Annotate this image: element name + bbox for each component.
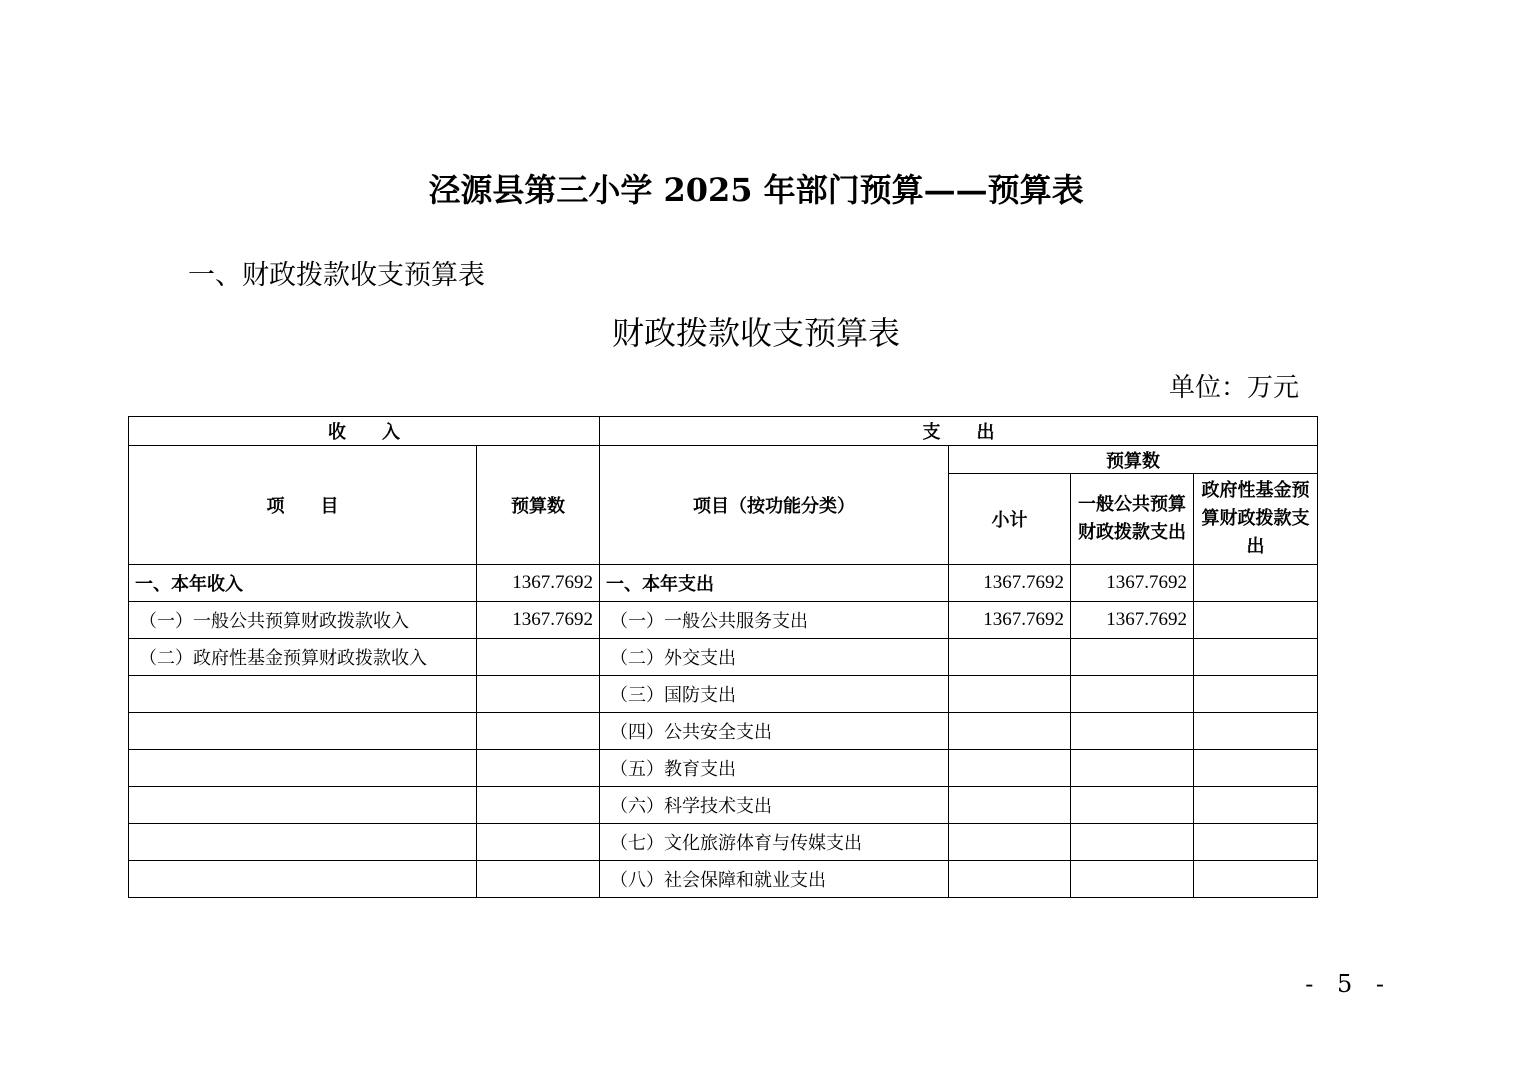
income-amount-cell: [477, 750, 600, 787]
table-row: [129, 787, 1318, 824]
general-public-cell: [1071, 713, 1194, 750]
income-item-cell: [129, 787, 477, 824]
income-item-cell: 一、本年收入: [129, 565, 477, 602]
subtotal-cell: [949, 639, 1071, 676]
income-amount-cell: [477, 713, 600, 750]
table-row: [129, 676, 1318, 713]
subtotal-cell: [949, 676, 1071, 713]
expense-item-cell: （一）一般公共服务支出: [600, 602, 949, 639]
income-item-cell: （一）一般公共预算财政拨款收入: [129, 602, 477, 639]
gov-fund-cell: [1194, 824, 1318, 861]
page-number: - 5 -: [1305, 970, 1392, 998]
gov-fund-cell: [1194, 602, 1318, 639]
unit-label: 单位：万元: [1168, 373, 1299, 403]
general-public-cell: [1071, 861, 1194, 898]
gov-fund-cell: [1194, 676, 1318, 713]
table-row: [129, 639, 1318, 676]
column-header-budget: 预算数: [477, 446, 600, 565]
column-header-item-function: 项目（按功能分类）: [600, 446, 949, 565]
table-row: [129, 602, 1318, 639]
income-amount-cell: [477, 861, 600, 898]
table-row: [129, 750, 1318, 787]
expense-header: 支 出: [600, 417, 1318, 446]
income-header: 收 入: [129, 417, 600, 446]
income-amount-cell: 1367.7692: [477, 565, 600, 602]
expense-item-cell: （三）国防支出: [600, 676, 949, 713]
column-header-item: 项 目: [129, 446, 477, 565]
general-public-cell: 1367.7692: [1071, 602, 1194, 639]
expense-item-cell: 一、本年支出: [600, 565, 949, 602]
subtotal-cell: 1367.7692: [949, 565, 1071, 602]
income-item-cell: （二）政府性基金预算财政拨款收入: [129, 639, 477, 676]
expense-item-cell: （七）文化旅游体育与传媒支出: [600, 824, 949, 861]
income-amount-cell: [477, 824, 600, 861]
general-public-cell: [1071, 787, 1194, 824]
expense-item-cell: （六）科学技术支出: [600, 787, 949, 824]
general-public-cell: [1071, 676, 1194, 713]
income-amount-cell: [477, 787, 600, 824]
column-header-budget-group: 预算数: [949, 446, 1318, 474]
column-header-gov-fund: 政府性基金预算财政拨款支出: [1194, 474, 1318, 565]
gov-fund-cell: [1194, 861, 1318, 898]
document-title: 泾源县第三小学 2025 年部门预算——预算表: [428, 171, 1084, 209]
gov-fund-cell: [1194, 787, 1318, 824]
general-public-cell: [1071, 750, 1194, 787]
column-header-general-public: 一般公共预算财政拨款支出: [1071, 474, 1194, 565]
section-heading: 一、财政拨款收支预算表: [188, 260, 485, 291]
column-header-subtotal: 小计: [949, 474, 1071, 565]
table-row: [129, 824, 1318, 861]
income-item-cell: [129, 750, 477, 787]
gov-fund-cell: [1194, 750, 1318, 787]
income-amount-cell: 1367.7692: [477, 602, 600, 639]
income-item-cell: [129, 824, 477, 861]
budget-table: [128, 416, 1318, 898]
general-public-cell: [1071, 639, 1194, 676]
expense-item-cell: （四）公共安全支出: [600, 713, 949, 750]
subtotal-cell: [949, 713, 1071, 750]
table-row: [129, 861, 1318, 898]
expense-item-cell: （五）教育支出: [600, 750, 949, 787]
subtotal-cell: 1367.7692: [949, 602, 1071, 639]
table-row: [129, 565, 1318, 602]
income-amount-cell: [477, 676, 600, 713]
subtotal-cell: [949, 750, 1071, 787]
income-item-cell: [129, 713, 477, 750]
income-amount-cell: [477, 639, 600, 676]
income-item-cell: [129, 676, 477, 713]
gov-fund-cell: [1194, 565, 1318, 602]
table-title: 财政拨款收支预算表: [611, 314, 900, 352]
table-row: [129, 713, 1318, 750]
income-item-cell: [129, 861, 477, 898]
subtotal-cell: [949, 861, 1071, 898]
subtotal-cell: [949, 787, 1071, 824]
expense-item-cell: （八）社会保障和就业支出: [600, 861, 949, 898]
expense-item-cell: （二）外交支出: [600, 639, 949, 676]
subtotal-cell: [949, 824, 1071, 861]
gov-fund-cell: [1194, 713, 1318, 750]
general-public-cell: [1071, 824, 1194, 861]
general-public-cell: 1367.7692: [1071, 565, 1194, 602]
gov-fund-cell: [1194, 639, 1318, 676]
